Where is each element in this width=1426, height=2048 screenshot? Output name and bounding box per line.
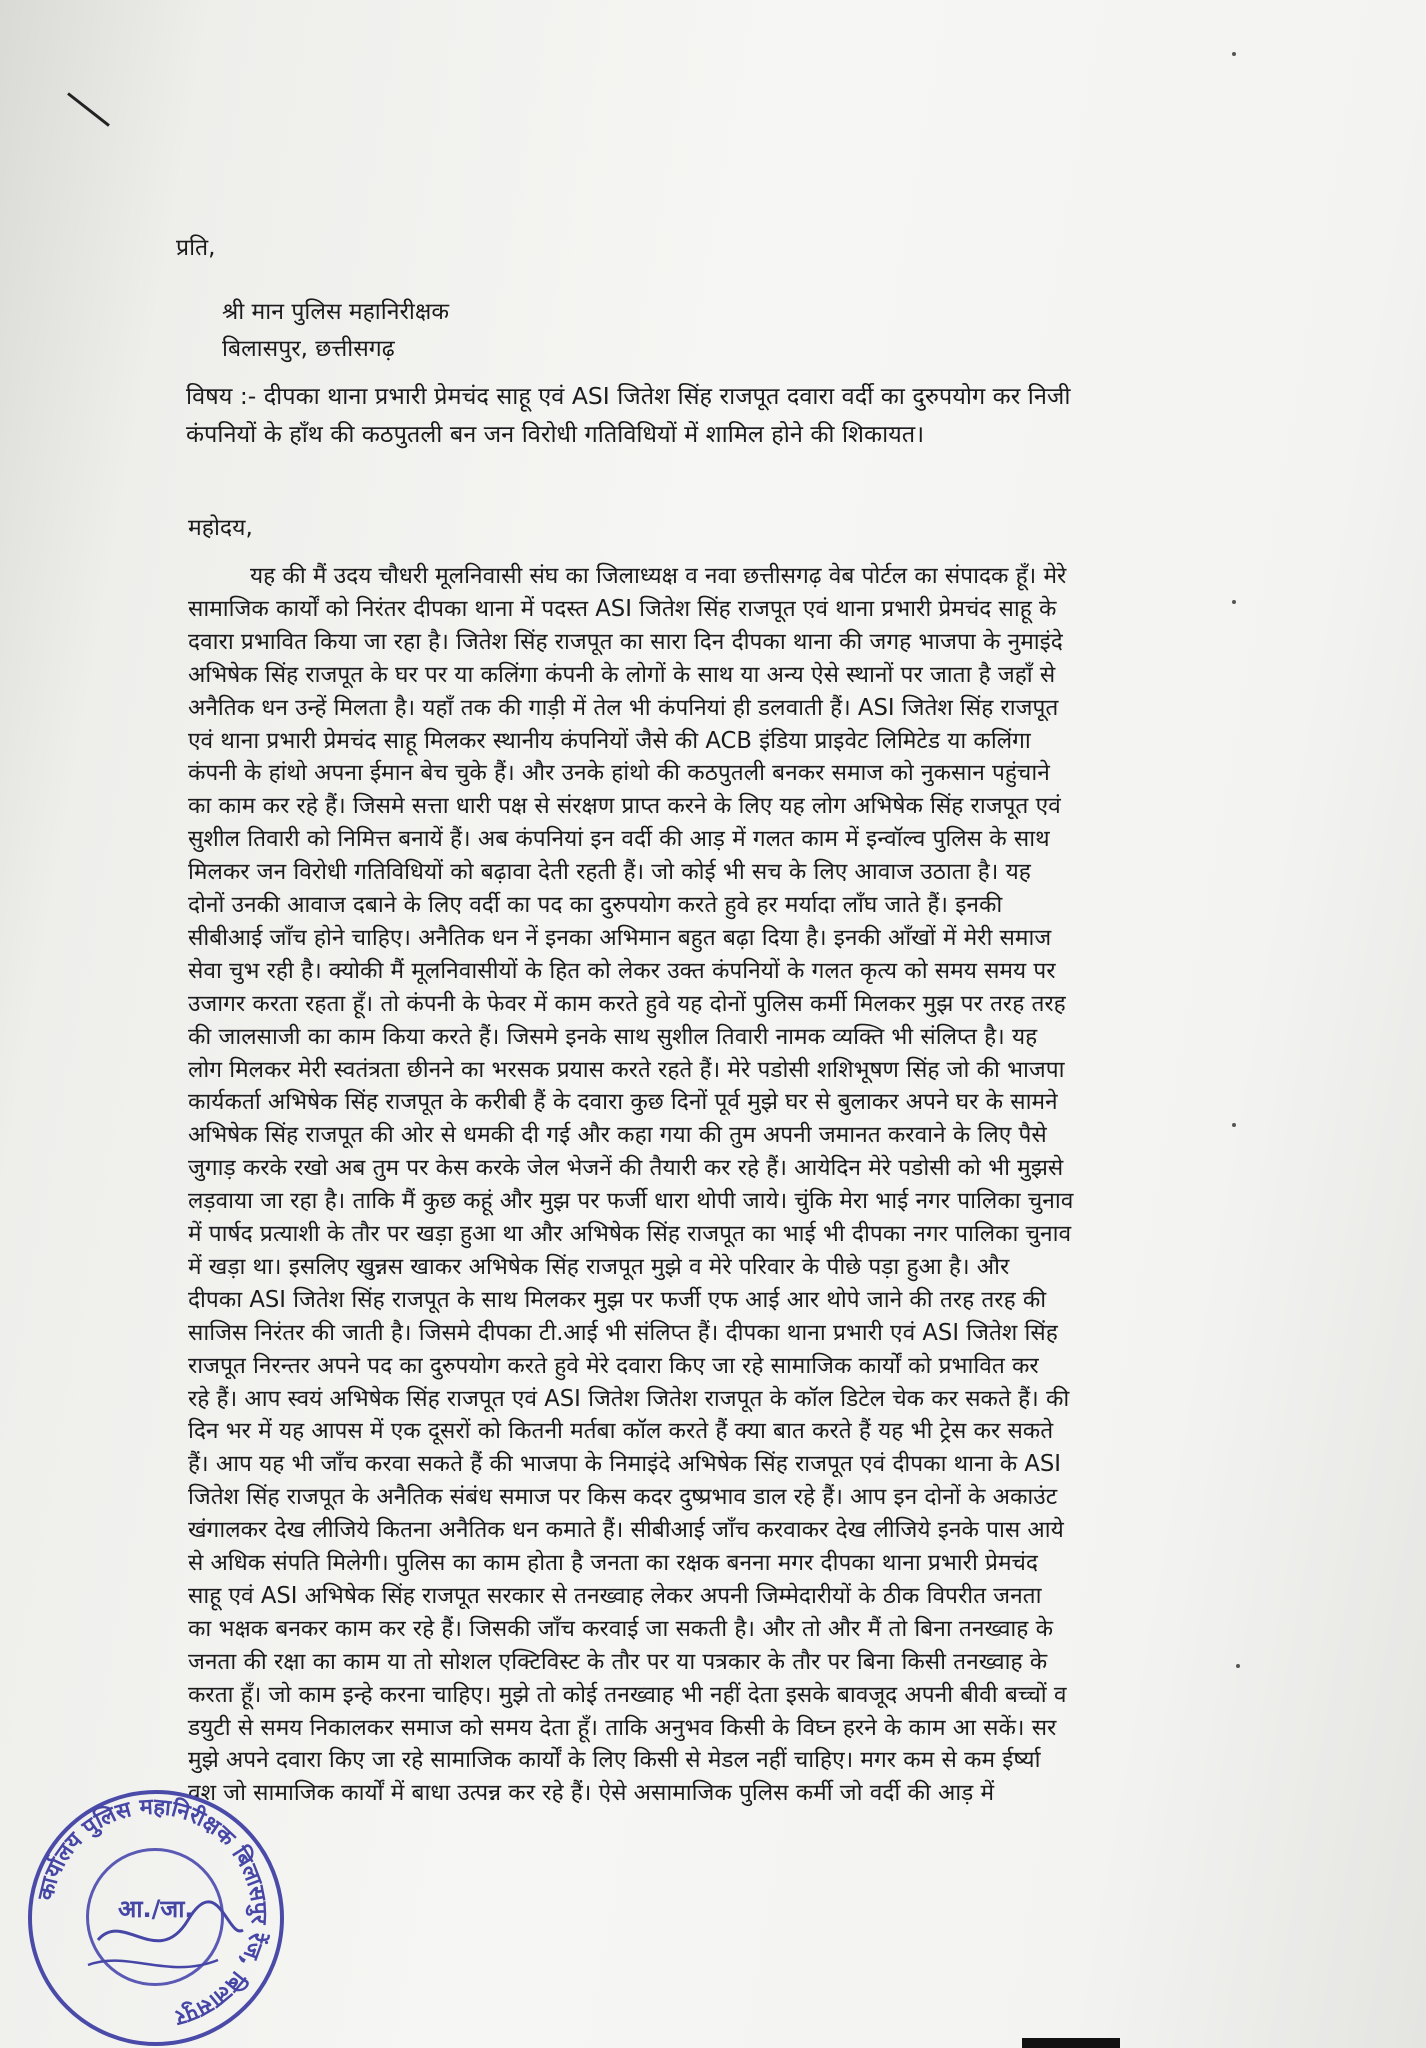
body-line: जितेश सिंह राजपूत के अनैतिक संबंध समाज पर किस कदर दुष्प्रभाव डाल रहे हैं। आप इन दोनों के अकाउंट xyxy=(188,1484,1058,1511)
body-line: खंगालकर देख लीजिये कितना अनैतिक धन कमाते हैं। सीबीआई जाँच करवाकर देख लीजिये इनके पास आये xyxy=(188,1517,1064,1544)
speck xyxy=(1236,1664,1240,1668)
body-line: रहे हैं। आप स्वयं अभिषेक सिंह राजपूत एवं ASI जितेश जितेश राजपूत के कॉल डिटेल चेक कर सकते हैं। की xyxy=(188,1385,1070,1412)
speck xyxy=(1232,52,1236,56)
recipient-line: बिलासपुर, छत्तीसगढ़ xyxy=(222,336,395,362)
body-line: दिन भर में यह आपस में एक दूसरों को कितनी मर्तबा कॉल करते हैं क्या बात करते हैं यह भी ट्रेस कर सकते xyxy=(188,1418,1054,1445)
body-line: का भक्षक बनकर काम कर रहे हैं। जिसकी जाँच करवाई जा सकती है। और तो और मैं तो बिना तनख्वाह के xyxy=(188,1615,1053,1642)
body-line: में खड़ा था। इसलिए खुन्नस खाकर अभिषेक सिंह राजपूत मुझे व मेरे परिवार के पीछे पड़ा हुआ है। और xyxy=(188,1253,1010,1280)
body-line: लोग मिलकर मेरी स्वतंत्रता छीनने का भरसक प्रयास करते रहते हैं। मेरे पडोसी शशिभूषण सिंह जो की भाजपा xyxy=(188,1056,1065,1083)
subject-line: कंपनियों के हाँथ की कठपुतली बन जन विरोधी गतिविधियों में शामिल होने की शिकायत। xyxy=(186,420,925,448)
body-line: राजपूत निरन्तर अपने पद का दुरुपयोग करते हुवे मेरे दवारा किए जा रहे सामाजिक कार्यों को प्रभावित कर xyxy=(188,1352,1039,1379)
body-line: कार्यकर्ता अभिषेक सिंह राजपूत के करीबी हैं के दवारा कुछ दिनों पूर्व मुझे घर से बुलाकर अपने घर के सामने xyxy=(188,1089,1058,1116)
subject-line: विषय :- दीपका थाना प्रभारी प्रेमचंद साहू एवं ASI जितेश सिंह राजपूत दवारा वर्दी का दुरुपयोग कर निजी xyxy=(186,382,1071,410)
body-line: दीपका ASI जितेश सिंह राजपूत के साथ मिलकर मुझ पर फर्जी एफ आई आर थोपे जाने की तरह तरह की xyxy=(188,1286,1047,1313)
body-line: अभिषेक सिंह राजपूत की ओर से धमकी दी गई और कहा गया की तुम अपनी जमानत करवाने के लिए पैसे xyxy=(188,1122,1047,1149)
stamp-inner-text: आ./जा. xyxy=(118,1895,194,1923)
body-line: सामाजिक कार्यों को निरंतर दीपका थाना में पदस्त ASI जितेश सिंह राजपूत एवं थाना प्रभारी प्रेमचंद साहू के xyxy=(188,595,1057,622)
body-line: अभिषेक सिंह राजपूत के घर पर या कलिंगा कंपनी के लोगों के साथ या अन्य ऐसे स्थानों पर जाता है जहाँ से xyxy=(188,661,1056,688)
body-line: डयुटी से समय निकालकर समाज को समय देता हूँ। ताकि अनुभव किसी के विघ्न हरने के काम आ सकें। सर xyxy=(188,1714,1057,1741)
body-line: साहू एवं ASI अभिषेक सिंह राजपूत सरकार से तनख्वाह लेकर अपनी जिम्मेदारीयों के ठीक विपरीत जनता xyxy=(188,1582,1042,1609)
body-line: कंपनी के हांथो अपना ईमान बेच चुके हैं। और उनके हांथो की कठपुतली बनकर समाज को नुकसान पहुंचाने xyxy=(188,760,1050,787)
body-line: से अधिक संपति मिलेगी। पुलिस का काम होता है जनता का रक्षक बनना मगर दीपका थाना प्रभारी प्रेमचंद xyxy=(188,1550,1038,1576)
speck xyxy=(1232,1123,1236,1127)
body-line: सुशील तिवारी को निमित्त बनायें हैं। अब कंपनियां इन वर्दी की आड़ में गलत काम में इन्वॉल्व पुलिस के साथ xyxy=(188,826,1050,853)
body-line: एवं थाना प्रभारी प्रेमचंद साहू मिलकर स्थानीय कंपनियों जैसे की ACB इंडिया प्राइवेट लिमिटेड या कलिंगा xyxy=(188,727,1031,754)
body-line: दवारा प्रभावित किया जा रहा है। जितेश सिंह राजपूत का सारा दिन दीपका थाना की जगह भाजपा के नुमाइंदे xyxy=(188,628,1063,655)
body-line: सीबीआई जाँच होने चाहिए। अनैतिक धन नें इनका अभिमान बहुत बढ़ा दिया है। इनकी आँखों में मेरी समाज xyxy=(188,924,1052,951)
body-line: उजागर करता रहता हूँ। तो कंपनी के फेवर में काम करते हुवे यह दोनों पुलिस कर्मी मिलकर मुझ पर तरह तरह xyxy=(188,990,1066,1017)
recipient-line: श्री मान पुलिस महानिरीक्षक xyxy=(222,299,449,325)
body-line: दोनों उनकी आवाज दबाने के लिए वर्दी का पद का दुरुपयोग करते हुवे हर मर्यादा लाँघ जाते हैं। इनकी xyxy=(188,892,1003,918)
body-line: में पार्षद प्रत्याशी के तौर पर खड़ा हुआ था और अभिषेक सिंह राजपूत का भाई भी दीपका नगर पालिका चुनाव xyxy=(188,1221,1072,1247)
prati-label: प्रति, xyxy=(176,235,216,261)
body-line: सेवा चुभ रही है। क्योकी मैं मूलनिवासीयों के हित को लेकर उक्त कंपनियों के गलत कृत्य को समय समय पर xyxy=(188,957,1056,984)
body-line: वश जो सामाजिक कार्यों में बाधा उत्पन्न कर रहे हैं। ऐसे असामाजिक पुलिस कर्मी जो वर्दी की आड़ में xyxy=(188,1780,995,1807)
stamp-outer-text: कार्यालय पुलिस महानिरीक्षक बिलासपुर रेंज, बिलासपुर xyxy=(33,1794,272,2030)
body-line: मुझे अपने दवारा किए जा रहे सामाजिक कार्यों के लिए किसी से मेडल नहीं चाहिए। मगर कम से कम ईर्ष्या xyxy=(188,1747,1041,1774)
body-line: की जालसाजी का काम किया करते हैं। जिसमे इनके साथ सुशील तिवारी नामक व्यक्ति भी संलिप्त है। यह xyxy=(188,1023,1038,1050)
body-line: लड़वाया जा रहा है। ताकि मैं कुछ कहूं और मुझ पर फर्जी धारा थोपी जाये। चुंकि मेरा भाई नगर पालिका चुनाव xyxy=(188,1188,1074,1215)
body-line: करता हूँ। जो काम इन्हे करना चाहिए। मुझे तो कोई तनख्वाह भी नहीं देता इसके बावजूद अपनी बीवी बच्चों व xyxy=(188,1681,1067,1708)
salutation: महोदय, xyxy=(188,515,253,541)
body-line: हैं। आप यह भी जाँच करवा सकते हैं की भाजपा के निमाइंदे अभिषेक सिंह राजपूत एवं दीपका थाना के ASI xyxy=(188,1451,1061,1478)
body-line: जुगाड़ करके रखो अब तुम पर केस करके जेल भेजनें की तैयारी कर रहे हैं। आयेदिन मेरे पडोसी को भी मुझसे xyxy=(188,1155,1064,1182)
speck xyxy=(1232,600,1236,604)
body-line: जनता की रक्षा का काम या तो सोशल एक्टिविस्ट के तौर पर या पत्रकार के तौर पर बिना किसी तनख्वाह के xyxy=(188,1648,1048,1675)
bottom-edge-mark xyxy=(1022,2038,1120,2048)
official-stamp xyxy=(28,1790,284,2046)
body-line: मिलकर जन विरोधी गतिविधियों को बढ़ावा देती रहती हैं। जो कोई भी सच के लिए आवाज उठाता है। यह xyxy=(188,859,1031,886)
body-line: साजिस निरंतर की जाती है। जिसमे दीपका टी.आई भी संलिप्त हैं। दीपका थाना प्रभारी एवं ASI जितेश सिंह xyxy=(188,1319,1058,1346)
body-line: का काम कर रहे हैं। जिसमे सत्ता धारी पक्ष से संरक्षण प्राप्त करने के लिए यह लोग अभिषेक सिंह राजपूत एवं xyxy=(188,793,1061,820)
body-line: अनैतिक धन उन्हें मिलता है। यहाँ तक की गाड़ी में तेल भी कंपनियां ही डलवाती हैं। ASI जितेश सिंह राजपूत xyxy=(188,694,1059,721)
body-line: यह की मैं उदय चौधरी मूलनिवासी संघ का जिलाध्यक्ष व नवा छत्तीसगढ़ वेब पोर्टल का संपादक हूँ। मेरे xyxy=(250,563,1067,589)
